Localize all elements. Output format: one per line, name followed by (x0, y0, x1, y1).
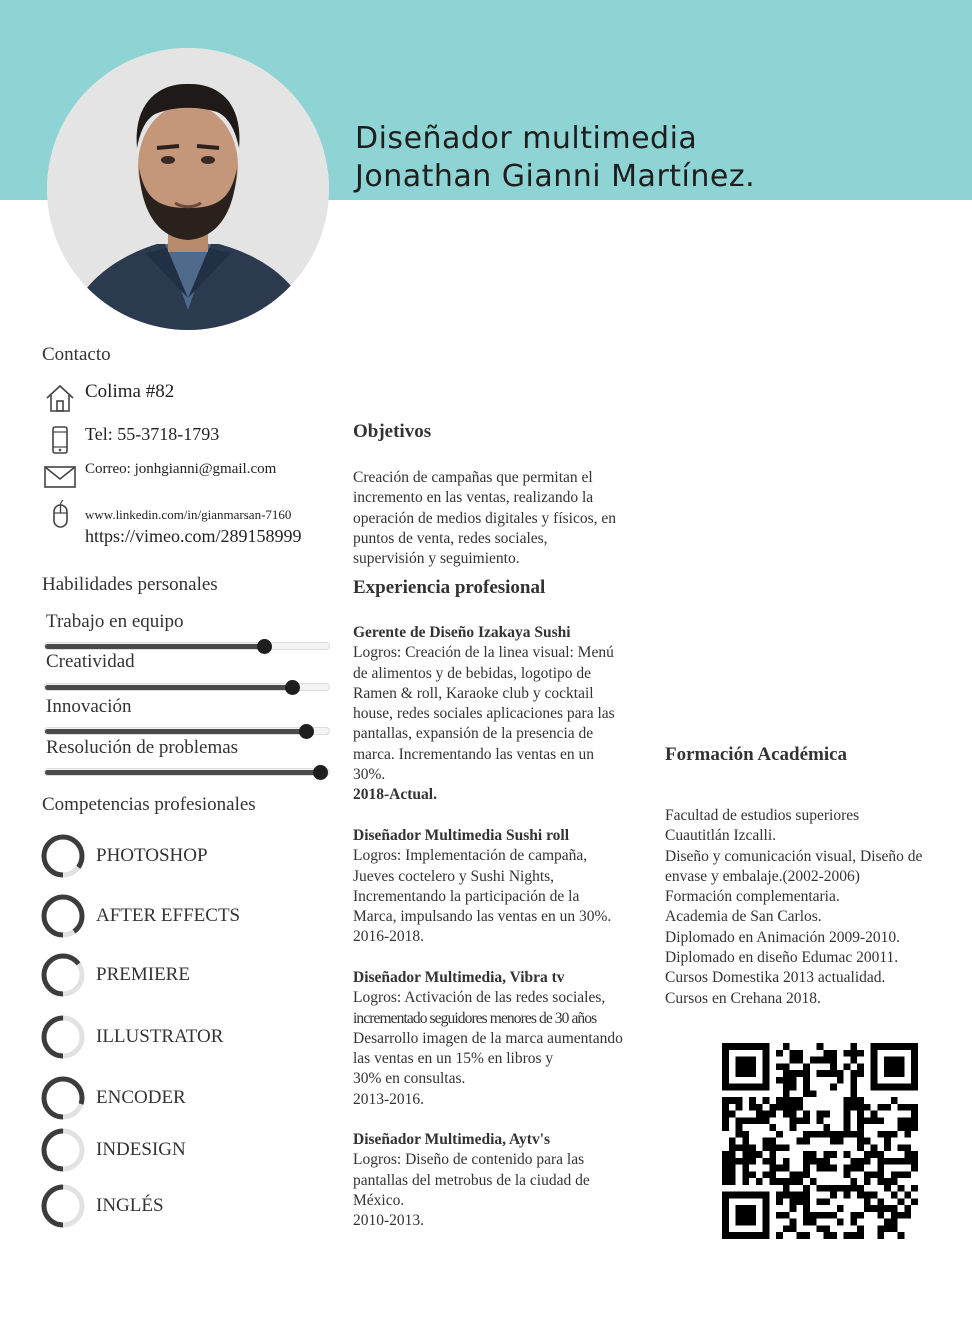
job-period: 2016-2018. (353, 928, 425, 946)
competency-label: PHOTOSHOP (96, 845, 208, 866)
competency-label: INDESIGN (96, 1139, 186, 1160)
qr-code-icon[interactable] (722, 1043, 918, 1239)
job-role: Diseñador Multimedia, Aytv's (353, 1131, 551, 1148)
competency-label: ILLUSTRATOR (96, 1026, 224, 1047)
progress-ring-icon (40, 833, 86, 879)
skill-slider (44, 727, 330, 735)
slider-knob (299, 724, 314, 739)
skill-label: Innovación (46, 696, 132, 717)
skill-label: Trabajo en equipo (46, 611, 184, 632)
competency-ring (40, 1014, 86, 1060)
envelope-icon (42, 462, 78, 492)
skill-slider (44, 683, 330, 691)
competency-label: INGLÉS (96, 1195, 164, 1216)
skill-label: Creatividad (46, 651, 135, 672)
phone-text: Tel: 55-3718-1793 (85, 424, 220, 444)
competency-ring (40, 1075, 86, 1121)
job-period: 2010-2013. (353, 1212, 425, 1230)
progress-ring-icon (40, 1075, 86, 1121)
web-row (42, 500, 78, 530)
mobile-phone-icon (42, 425, 78, 455)
job-role: Diseñador Multimedia, Vibra tv (353, 969, 565, 986)
contact-title: Contacto (42, 344, 111, 365)
education-title: Formación Académica (665, 744, 848, 765)
email-row (42, 462, 78, 492)
home-icon (42, 383, 78, 413)
competency-label: AFTER EFFECTS (96, 905, 241, 926)
progress-ring-icon (40, 893, 86, 939)
competency-label: ENCODER (96, 1087, 186, 1108)
portrait-image (47, 48, 329, 330)
skill-slider (44, 642, 330, 650)
professional-skills-title: Competencias profesionales (42, 794, 256, 815)
job-title: Diseñador multimedia (355, 121, 698, 156)
progress-ring-icon (40, 952, 86, 998)
slider-knob (257, 639, 272, 654)
skill-slider (44, 768, 330, 776)
mouse-icon (42, 500, 78, 530)
linkedin-link[interactable]: www.linkedin.com/in/gianmarsan-7160 (85, 507, 292, 522)
headline (355, 120, 755, 196)
full-name: Jonathan Gianni Martínez. (355, 159, 756, 194)
address-text: Colima #82 (85, 381, 175, 402)
job-role: Diseñador Multimedia Sushi roll (353, 827, 570, 844)
phone-row (42, 425, 78, 455)
competency-ring (40, 1183, 86, 1229)
email-text[interactable]: Correo: jonhgianni@gmail.com (85, 461, 277, 477)
slider-knob (285, 680, 300, 695)
progress-ring-icon (40, 1183, 86, 1229)
personal-skills-title: Habilidades personales (42, 574, 218, 595)
competency-ring (40, 952, 86, 998)
job-period: 2018-Actual. (353, 786, 437, 804)
skill-label: Resolución de problemas (46, 737, 239, 758)
competency-label: PREMIERE (96, 964, 190, 985)
job-period: 2013-2016. (353, 1090, 425, 1108)
vimeo-link[interactable]: https://vimeo.com/289158999 (85, 526, 302, 546)
experience-title: Experiencia profesional (353, 577, 546, 598)
objectives-title: Objetivos (353, 421, 432, 442)
progress-ring-icon (40, 1127, 86, 1173)
competency-ring (40, 833, 86, 879)
job-entry: Gerente de Diseño Izakaya Sushi Logros: Creación de la linea visual: Menú de alimentos y de bebidas, logotipo de Ramen & roll, Karaoke club y cocktail house, redes sociales aplicaciones para las pantallas, expansión de la presencia de marca. Incrementando las ventas en un 30%. 2018-Actual. (353, 623, 615, 806)
address-row (42, 383, 78, 413)
job-entry: Diseñador Multimedia, Vibra tv Logros: Activación de las redes sociales, incrementado seguidores menores de 30 años Desarrollo imagen de la marca aumentando las ventas en un 15% en libros y 30% en consultas. 2013-2016. (353, 968, 623, 1110)
slider-knob (313, 765, 328, 780)
profile-photo (47, 48, 329, 330)
job-entry: Diseñador Multimedia, Aytv's Logros: Diseño de contenido para las pantallas del metrobus de la ciudad de México. 2010-2013. (353, 1130, 590, 1231)
job-role: Gerente de Diseño Izakaya Sushi (353, 624, 571, 641)
education-text: Facultad de estudios superiores Cuautitlán Izcalli. Diseño y comunicación visual, Diseño de envase y embalaje.(2002-2006) Formación complementaria. Academia de San Carlos. Diplomado en Animación 2009-2010. Diplomado en diseño Edumac 20011. Cursos Domestika 2013 actualidad. Cursos en Crehana 2018. (665, 807, 923, 1007)
competency-ring (40, 1127, 86, 1173)
progress-ring-icon (40, 1014, 86, 1060)
job-entry: Diseñador Multimedia Sushi roll Logros: Implementación de campaña, Jueves coctelero y Sushi Nights, Incrementando la participación de la Marca, impulsando las ventas en un 30%. 2016-2018. (353, 826, 611, 948)
objectives-text: Creación de campañas que permitan el incremento en las ventas, realizando la operación de medios digitales y físicos, en puntos de venta, redes sociales, supervisión y seguimiento. (353, 469, 617, 568)
competency-ring (40, 893, 86, 939)
